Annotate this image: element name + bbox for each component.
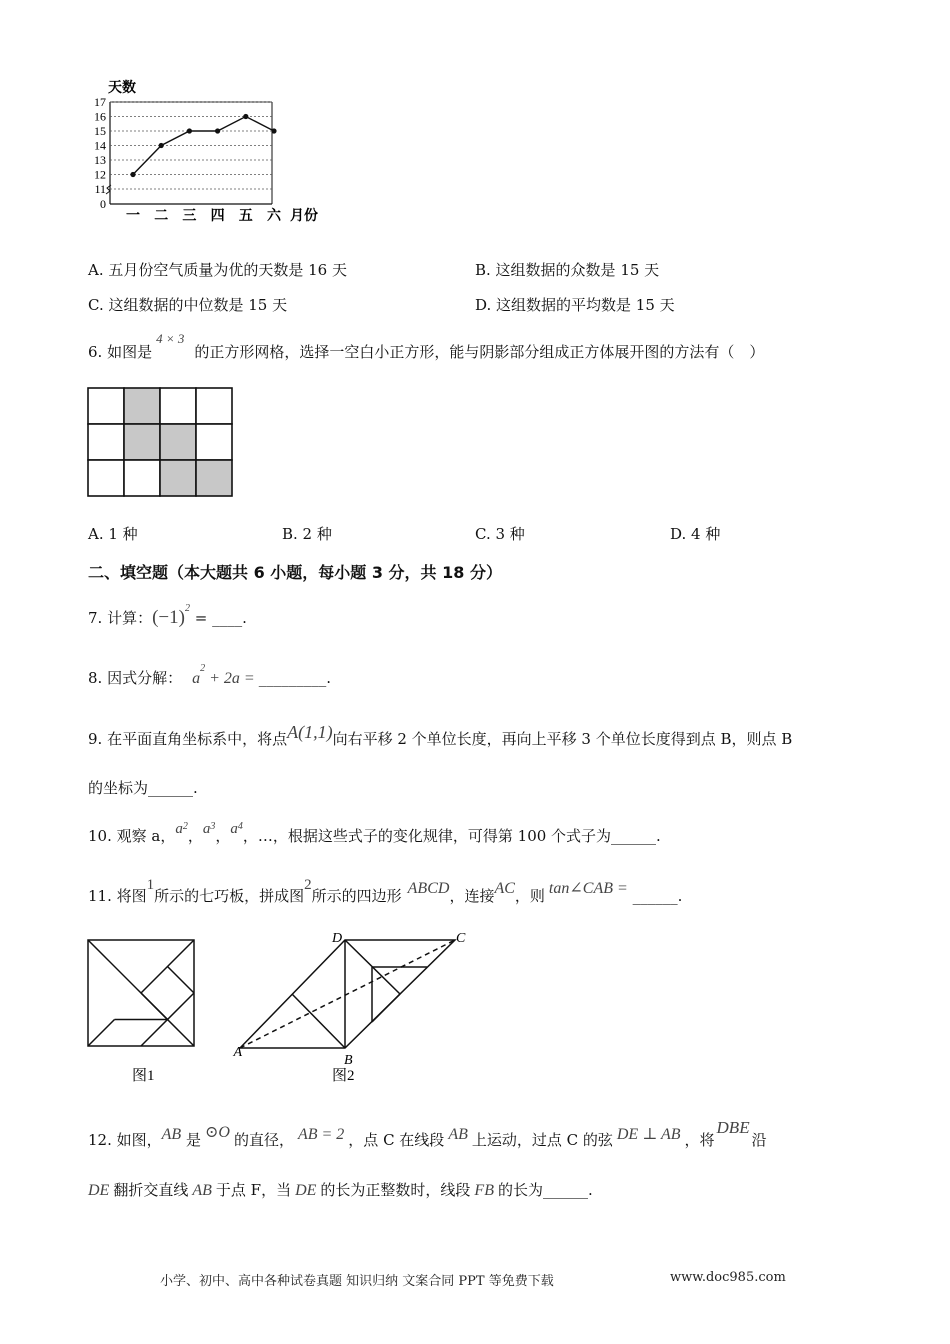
grid-cell xyxy=(160,388,196,424)
days-line-chart xyxy=(80,74,340,226)
fig2-label-b: B xyxy=(344,1053,353,1068)
q11-p5: ，则 xyxy=(514,887,545,905)
q7-prefix: 7. 计算： xyxy=(88,609,153,627)
fig2-line-1 xyxy=(292,994,345,1048)
fig1-line-b xyxy=(168,967,195,994)
data-point xyxy=(130,172,135,177)
fig1-line-e xyxy=(88,1020,115,1047)
q12-l2-p2: 于点 F，当 xyxy=(215,1181,292,1199)
q12-l2-e1: DE xyxy=(88,1182,110,1199)
q5-option-c: C. 这组数据的中位数是 15 天 xyxy=(88,296,288,314)
data-point xyxy=(215,128,220,133)
fig2-dashed-ac xyxy=(240,940,455,1048)
y-axis-label: 天数 xyxy=(108,81,136,96)
q12-l2-e3: DE xyxy=(295,1182,317,1199)
fig1-caption: 图1 xyxy=(132,1068,155,1084)
data-point xyxy=(187,128,192,133)
q5-option-a: A. 五月份空气质量为优的天数是 16 天 xyxy=(88,261,347,279)
data-point xyxy=(271,128,276,133)
q11-p2: 所示的七巧板，拼成图 xyxy=(154,887,305,905)
q9-question xyxy=(88,722,793,749)
q8-question xyxy=(88,663,331,691)
q12-p5: 上运动，过点 C 的弦 xyxy=(471,1131,613,1149)
q12-e1: AB xyxy=(161,1126,182,1143)
q10-sup1: 2 xyxy=(182,821,188,832)
q8-prefix: 8. 因式分解： xyxy=(88,669,183,687)
y-tick-label: 15 xyxy=(94,124,106,138)
q9-suffix: 向右平移 2 个单位长度，再向上平移 3 个单位长度得到点 B，则点 B xyxy=(332,730,793,748)
q6-grid xyxy=(86,386,236,498)
q12-question-line1 xyxy=(88,1118,767,1151)
q12-l2-p1: 翻折交直线 xyxy=(113,1181,189,1199)
q12-p1: 12. 如图， xyxy=(88,1131,162,1149)
grid-cell xyxy=(88,388,124,424)
footer-text: 小学、初中、高中各种试卷真题 知识归纳 文案合同 PPT 等免费下载 xyxy=(160,1274,554,1289)
q9-line2: 的坐标为______. xyxy=(88,779,198,797)
fig2-label-d: D xyxy=(332,931,343,946)
q6-prefix: 6. 如图是 xyxy=(88,343,153,361)
q12-e4: AB xyxy=(448,1126,468,1143)
y-tick-label: 16 xyxy=(94,109,106,124)
q8-tail: _________. xyxy=(258,669,331,687)
q12-p7: 沿 xyxy=(751,1131,767,1149)
q12-e2: ⊙O xyxy=(204,1124,230,1141)
q9-prefix: 9. 在平面直角坐标系中，将点 xyxy=(88,730,288,748)
q12-l2-e4: FB xyxy=(474,1182,494,1199)
q12-e5: DE ⊥ AB xyxy=(616,1126,681,1143)
x-tick-label: 一 xyxy=(126,209,140,224)
figure-2-parallelogram xyxy=(240,940,455,1048)
grid-cell xyxy=(124,424,160,460)
q12-l2-p4: 的长为______. xyxy=(497,1181,593,1199)
grid-cell xyxy=(196,424,232,460)
grid-cell xyxy=(88,424,124,460)
q7-question xyxy=(88,603,247,631)
y-tick-label: 11 xyxy=(94,182,106,196)
q10-suffix: ，…，根据这些式子的变化规律，可得第 100 个式子为______. xyxy=(242,827,661,845)
q6-suffix: 的正方形网格，选择一空白小正方形，能与阴影部分组成正方体展开图的方法有（ ） xyxy=(194,343,765,361)
q5-option-d: D. 这组数据的平均数是 15 天 xyxy=(475,296,675,314)
y-tick-label: 17 xyxy=(94,95,106,109)
q10-prefix: 10. 观察 a， xyxy=(88,827,176,845)
q10-term1: a xyxy=(175,821,183,837)
q12-e6: DBE xyxy=(716,1118,750,1137)
fig2-caption: 图2 xyxy=(332,1068,355,1084)
q7-expr: (−1) xyxy=(152,607,185,628)
q12-p4: ，点 C 在线段 xyxy=(348,1131,445,1149)
x-tick-label: 四 xyxy=(210,209,225,224)
q11-n2: 2 xyxy=(304,877,312,893)
q8-expr-b: + 2a = xyxy=(205,670,259,687)
grid-cell xyxy=(160,424,196,460)
fig1-line-c xyxy=(141,993,168,1020)
fig2-label-c: C xyxy=(456,931,466,946)
q12-e3: AB = 2 xyxy=(297,1126,345,1143)
q11-p4: ，连接 xyxy=(449,887,495,905)
grid-cell xyxy=(160,460,196,496)
q6-option-a: A. 1 种 xyxy=(88,525,138,543)
q7-sup: 2 xyxy=(184,603,190,614)
q12-question-line2 xyxy=(88,1180,593,1201)
q11-tail: ______. xyxy=(632,887,683,905)
grid-cell xyxy=(196,460,232,496)
q11-e2: AC xyxy=(494,880,515,897)
q10-term3: a xyxy=(230,821,238,837)
q6-option-d: D. 4 种 xyxy=(670,525,721,543)
q11-e3: tan∠CAB = xyxy=(548,880,628,897)
y-tick-label: 13 xyxy=(94,153,106,167)
q6-question xyxy=(88,331,765,363)
grid-cell xyxy=(124,460,160,496)
q9-expr: A(1,1) xyxy=(287,722,333,742)
grid-cell xyxy=(88,460,124,496)
x-tick-label: 二 xyxy=(154,209,169,224)
q10-term2: a xyxy=(202,821,211,837)
q10-sup2: 3 xyxy=(210,821,216,832)
q11-e1: ABCD xyxy=(407,880,450,897)
q6-option-c: C. 3 种 xyxy=(475,525,525,543)
q6-expr: 4 × 3 xyxy=(156,331,185,346)
q8-expr-a: a xyxy=(192,670,201,687)
tangram-figures xyxy=(80,928,480,1088)
data-point xyxy=(159,143,164,148)
y-tick-label: 0 xyxy=(100,197,106,211)
y-tick-label: 14 xyxy=(94,138,106,153)
figure-1-tangram xyxy=(88,940,194,1046)
grid-cell xyxy=(124,388,160,424)
q12-p3: 的直径， xyxy=(233,1131,294,1149)
fig2-line-5 xyxy=(372,994,400,1022)
data-point xyxy=(243,114,248,119)
q6-option-b: B. 2 种 xyxy=(282,525,332,543)
q7-tail: = ____. xyxy=(189,609,247,627)
x-axis-label: 月份 xyxy=(290,209,318,224)
q10-sup3: 4 xyxy=(237,821,243,832)
section-heading: 二、填空题（本大题共 6 小题，每小题 3 分，共 18 分） xyxy=(88,563,502,582)
x-tick-label: 五 xyxy=(238,209,253,224)
q8-sup: 2 xyxy=(200,663,206,674)
q12-l2-e2: AB xyxy=(192,1182,212,1199)
q11-n1: 1 xyxy=(146,877,155,893)
q11-p3: 所示的四边形 xyxy=(311,887,402,905)
fig2-label-a: A xyxy=(233,1045,242,1060)
q11-question xyxy=(88,877,683,907)
q12-p6: ，将 xyxy=(684,1131,715,1149)
q5-option-b: B. 这组数据的众数是 15 天 xyxy=(475,261,660,279)
grid-cell xyxy=(196,388,232,424)
y-tick-label: 12 xyxy=(94,167,106,182)
footer-url: www.doc985.com xyxy=(670,1270,786,1285)
q12-l2-p3: 的长为正整数时，线段 xyxy=(320,1181,471,1199)
q12-p2: 是 xyxy=(185,1131,201,1149)
x-tick-label: 六 xyxy=(267,209,281,224)
x-tick-label: 三 xyxy=(182,209,197,224)
q10-question: 10. 观察 a，$a^2$，$a^3$，$a^4$，…，根据这些式子的变化规律，可得第 100 个式子为______. xyxy=(88,821,661,845)
q11-p1: 11. 将图 xyxy=(88,887,147,905)
